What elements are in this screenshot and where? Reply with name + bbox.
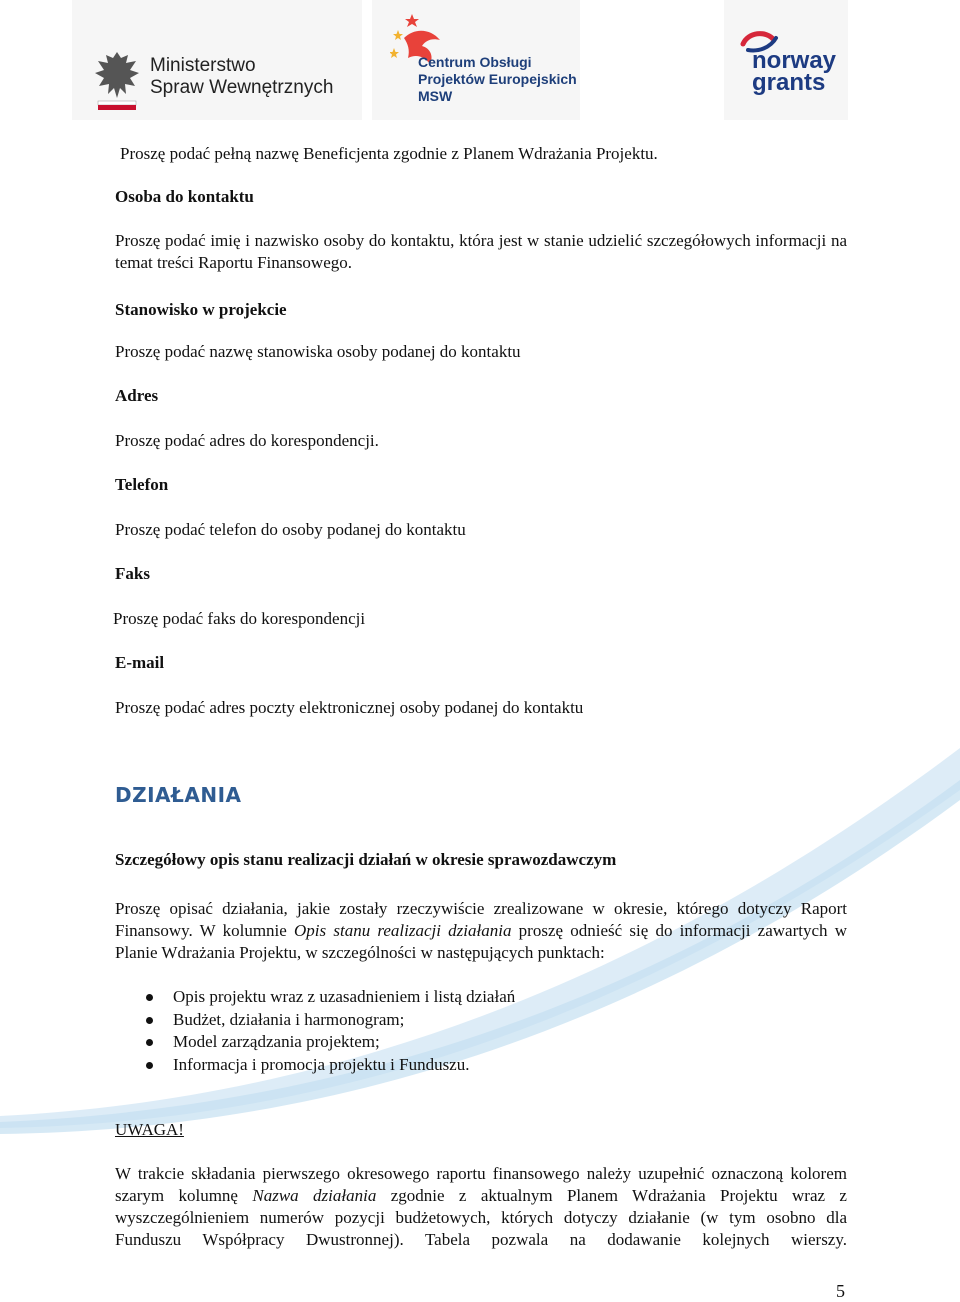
warning-paragraph [115,1163,847,1251]
field-label-email: E-mail [115,653,165,672]
field-text-contact: Proszę podać imię i nazwisko osoby do kontaktu, która jest w stanie udzielić szczegółowych informacji na temat treści Raportu Finansowego. [115,231,847,272]
ministry-line2: Spraw Wewnętrznych [150,77,334,98]
field-label-position: Stanowisko w projekcie [115,300,287,319]
ministry-logo [72,0,362,120]
section-paragraph-italic: Opis stanu realizacji działania [294,921,512,940]
norway-line1: norway [752,47,837,74]
field-text-email: Proszę podać adres poczty elektronicznej osoby podanej do kontaktu [115,698,584,717]
list-item: Informacja i promocja projektu i Funduszu. [115,1054,815,1077]
cope-line1: Centrum Obsługi [418,54,532,70]
cope-line3: MSW [418,88,453,104]
eagle-emblem-icon [92,46,142,112]
list-item: Opis projektu wraz z uzasadnieniem i listą działań [115,986,815,1009]
field-label-fax: Faks [115,564,150,583]
list-item: Budżet, działania i harmonogram; [115,1009,815,1032]
warning-part1: W trakcie składania pierwszego okresowego raportu finansowego należy uzupełnić oznaczoną kolorem szarym kolumnę [115,1164,847,1205]
section-title: DZIAŁANIA [115,783,242,807]
field-label-contact: Osoba do kontaktu [115,187,254,206]
cope-line2: Projektów Europejskich [418,71,577,87]
ministry-line1: Ministerstwo [150,55,256,76]
warning-part2: zgodnie z aktualnym Planem Wdrażania Projektu wraz z wyszczególnieniem numerów pozycji budżetowych, których dotyczy działanie (w tym osobno dla Funduszu Współpracy Dwustronnej). Tabela pozwala na dodawanie kolejnych wierszy. [115,1186,847,1249]
cope-logo [372,0,580,120]
warning-title: UWAGA! [115,1120,184,1139]
list-item: Model zarządzania projektem; [115,1031,815,1054]
field-label-address: Adres [115,386,159,405]
warning-italic: Nazwa działania [252,1186,377,1205]
intro-text: Proszę podać pełną nazwę Beneficjenta zgodnie z Planem Wdrażania Projektu. [120,144,658,163]
field-label-phone: Telefon [115,475,169,494]
page-number: 5 [836,1281,845,1301]
field-text-phone: Proszę podać telefon do osoby podanej do kontaktu [115,520,466,539]
field-text-address: Proszę podać adres do korespondencji. [115,431,379,450]
section-subtitle: Szczegółowy opis stanu realizacji działań w okresie sprawozdawczym [115,850,617,869]
norway-grants-logo [724,0,848,120]
emblem-red-bar [98,105,136,110]
field-text-fax: Proszę podać faks do korespondencji [113,609,366,628]
section-paragraph-part2: proszę odnieść się do informacji zawartych w Planie Wdrażania Projektu, w szczególności w następujących punktach: [115,921,847,962]
section-bullet-list [115,986,815,1076]
norway-line2: grants [752,69,826,96]
section-paragraph [115,898,847,964]
section-paragraph-part1: Proszę opisać działania, jakie zostały rzeczywiście zrealizowane w okresie, którego dotyczy Raport Finansowy. W kolumnie [115,899,847,940]
field-text-position: Proszę podać nazwę stanowiska osoby podanej do kontaktu [115,342,521,361]
